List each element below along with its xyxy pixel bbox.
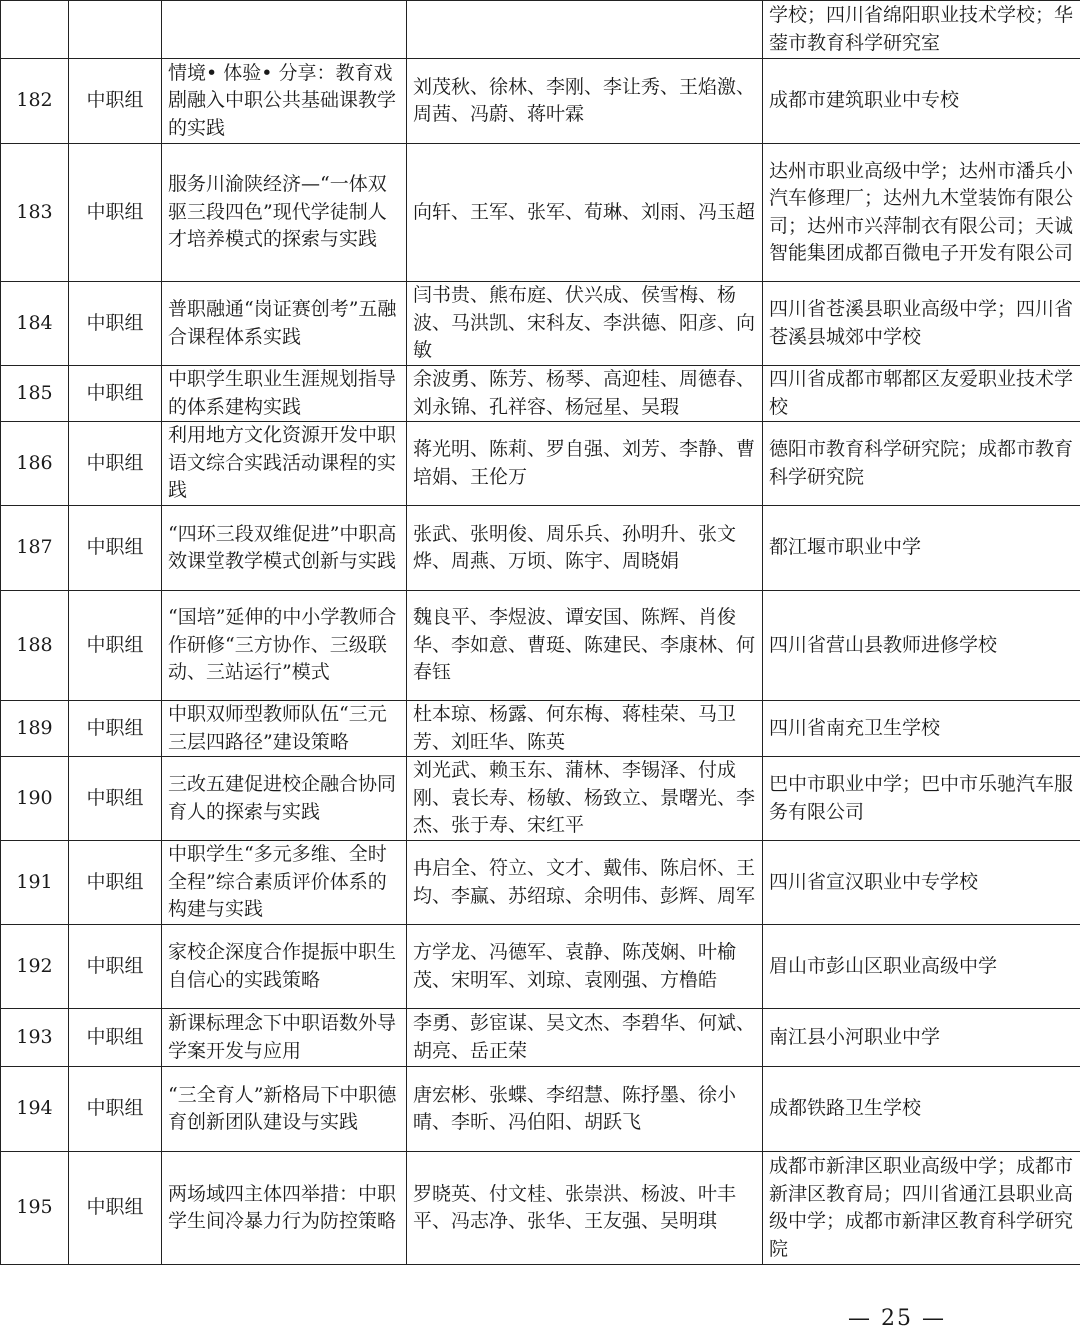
group-cell: 中职组 xyxy=(69,1067,162,1152)
title-cell: 普职融通“岗证赛创考”五融合课程体系实践 xyxy=(162,282,407,366)
row-number: 182 xyxy=(1,59,69,144)
title-cell: 服务川渝陕经济—“一体双驱三段四色”现代学徒制人才培养模式的探索与实践 xyxy=(162,144,407,282)
group-cell: 中职组 xyxy=(69,144,162,282)
table-row xyxy=(1,1067,1080,1152)
title-cell: 家校企深度合作提振中职生自信心的实践策略 xyxy=(162,925,407,1009)
table-row xyxy=(1,366,1080,422)
row-number: 192 xyxy=(1,925,69,1009)
title-cell: 两场域四主体四举措：中职学生间冷暴力行为防控策略 xyxy=(162,1152,407,1265)
authors-cell: 唐宏彬、张蝶、李绍慧、陈抒墨、徐小晴、李昕、冯伯阳、胡跃飞 xyxy=(407,1067,763,1152)
unit-cell: 四川省成都市郫都区友爱职业技术学校 xyxy=(763,366,1080,422)
row-number: 193 xyxy=(1,1009,69,1067)
unit-cell: 四川省苍溪县职业高级中学；四川省苍溪县城郊中学校 xyxy=(763,282,1080,366)
row-number: 195 xyxy=(1,1152,69,1265)
unit-cell: 成都铁路卫生学校 xyxy=(763,1067,1080,1152)
row-number: 183 xyxy=(1,144,69,282)
row-number: 186 xyxy=(1,422,69,506)
group-cell: 中职组 xyxy=(69,422,162,506)
authors-cell: 刘茂秋、徐林、李刚、李让秀、王焰激、周茜、冯蔚、蒋叶霖 xyxy=(407,59,763,144)
title-cell: “三全育人”新格局下中职德育创新团队建设与实践 xyxy=(162,1067,407,1152)
title-cell: 中职双师型教师队伍“三元三层四路径”建设策略 xyxy=(162,701,407,757)
row-number xyxy=(1,1,69,59)
table-row xyxy=(1,925,1080,1009)
authors-cell: 余波勇、陈芳、杨琴、高迎桂、周德春、刘永锦、孔祥容、杨冠星、吴瑕 xyxy=(407,366,763,422)
group-cell: 中职组 xyxy=(69,366,162,422)
authors-cell: 李勇、彭宦谋、吴文杰、李碧华、何斌、胡亮、岳正荣 xyxy=(407,1009,763,1067)
unit-cell: 学校；四川省绵阳职业技术学校；华蓥市教育科学研究室 xyxy=(763,1,1080,59)
unit-cell: 四川省营山县教师进修学校 xyxy=(763,591,1080,701)
authors-cell: 方学龙、冯德军、袁静、陈茂娴、叶榆茂、宋明军、刘琼、袁刚强、方橹皓 xyxy=(407,925,763,1009)
unit-cell: 成都市建筑职业中专校 xyxy=(763,59,1080,144)
group-cell: 中职组 xyxy=(69,925,162,1009)
authors-cell: 杜本琼、杨露、何东梅、蒋桂荣、马卫芳、刘旺华、陈英 xyxy=(407,701,763,757)
title-cell xyxy=(162,1,407,59)
group-cell: 中职组 xyxy=(69,506,162,591)
row-number: 184 xyxy=(1,282,69,366)
authors-cell: 刘光武、赖玉东、蒲林、李锡泽、付成刚、袁长寿、杨敏、杨致立、景曙光、李杰、张于寿、宋红平 xyxy=(407,757,763,841)
authors-cell: 蒋光明、陈莉、罗自强、刘芳、李静、曹培娟、王伦万 xyxy=(407,422,763,506)
title-cell: 中职学生职业生涯规划指导的体系建构实践 xyxy=(162,366,407,422)
authors-cell: 向轩、王军、张军、荀琳、刘雨、冯玉超 xyxy=(407,144,763,282)
unit-cell: 成都市新津区职业高级中学；成都市新津区教育局；四川省通江县职业高级中学；成都市新津区教育科学研究院 xyxy=(763,1152,1080,1265)
table-row xyxy=(1,701,1080,757)
table-row xyxy=(1,282,1080,366)
table-row xyxy=(1,591,1080,701)
table-row xyxy=(1,841,1080,925)
table-row xyxy=(1,144,1080,282)
row-number: 189 xyxy=(1,701,69,757)
group-cell: 中职组 xyxy=(69,757,162,841)
page-number: — 25 — xyxy=(848,1306,946,1331)
row-number: 185 xyxy=(1,366,69,422)
table-row xyxy=(1,1009,1080,1067)
group-cell xyxy=(69,1,162,59)
unit-cell: 达州市职业高级中学；达州市潘兵小汽车修理厂；达州九木堂装饰有限公司；达州市兴萍制衣有限公司；天诚智能集团成都百微电子开发有限公司 xyxy=(763,144,1080,282)
row-number: 194 xyxy=(1,1067,69,1152)
table-row xyxy=(1,757,1080,841)
title-cell: 新课标理念下中职语数外导学案开发与应用 xyxy=(162,1009,407,1067)
group-cell: 中职组 xyxy=(69,1152,162,1265)
title-cell: 中职学生“多元多维、全时全程”综合素质评价体系的构建与实践 xyxy=(162,841,407,925)
table-row xyxy=(1,506,1080,591)
table-row xyxy=(1,59,1080,144)
row-number: 188 xyxy=(1,591,69,701)
authors-cell: 冉启全、符立、文才、戴伟、陈启怀、王均、李赢、苏绍琼、余明伟、彭辉、周军 xyxy=(407,841,763,925)
table-row xyxy=(1,1,1080,59)
unit-cell: 四川省南充卫生学校 xyxy=(763,701,1080,757)
authors-cell: 罗晓英、付文桂、张崇洪、杨波、叶丰平、冯志净、张华、王友强、吴明琪 xyxy=(407,1152,763,1265)
unit-cell: 巴中市职业中学；巴中市乐驰汽车服务有限公司 xyxy=(763,757,1080,841)
row-number: 191 xyxy=(1,841,69,925)
row-number: 190 xyxy=(1,757,69,841)
title-cell: 三改五建促进校企融合协同育人的探索与实践 xyxy=(162,757,407,841)
unit-cell: 德阳市教育科学研究院；成都市教育科学研究院 xyxy=(763,422,1080,506)
group-cell: 中职组 xyxy=(69,59,162,144)
table-row xyxy=(1,422,1080,506)
title-cell: 情境• 体验• 分享：教育戏剧融入中职公共基础课教学的实践 xyxy=(162,59,407,144)
authors-cell: 张武、张明俊、周乐兵、孙明升、张文烨、周燕、万顷、陈宇、周晓娟 xyxy=(407,506,763,591)
row-number: 187 xyxy=(1,506,69,591)
award-table-body xyxy=(1,1,1080,1265)
table-row xyxy=(1,1152,1080,1265)
authors-cell: 闫书贵、熊布庭、伏兴成、侯雪梅、杨波、马洪凯、宋科友、李洪德、阳彦、向敏 xyxy=(407,282,763,366)
unit-cell: 眉山市彭山区职业高级中学 xyxy=(763,925,1080,1009)
title-cell: “四环三段双维促进”中职高效课堂教学模式创新与实践 xyxy=(162,506,407,591)
title-cell: “国培”延伸的中小学教师合作研修“三方协作、三级联动、三站运行”模式 xyxy=(162,591,407,701)
group-cell: 中职组 xyxy=(69,282,162,366)
unit-cell: 都江堰市职业中学 xyxy=(763,506,1080,591)
group-cell: 中职组 xyxy=(69,701,162,757)
group-cell: 中职组 xyxy=(69,841,162,925)
title-cell: 利用地方文化资源开发中职语文综合实践活动课程的实践 xyxy=(162,422,407,506)
group-cell: 中职组 xyxy=(69,591,162,701)
unit-cell: 南江县小河职业中学 xyxy=(763,1009,1080,1067)
group-cell: 中职组 xyxy=(69,1009,162,1067)
authors-cell xyxy=(407,1,763,59)
unit-cell: 四川省宣汉职业中专学校 xyxy=(763,841,1080,925)
authors-cell: 魏良平、李煜波、谭安国、陈辉、肖俊华、李如意、曹珽、陈建民、李康林、何春钰 xyxy=(407,591,763,701)
